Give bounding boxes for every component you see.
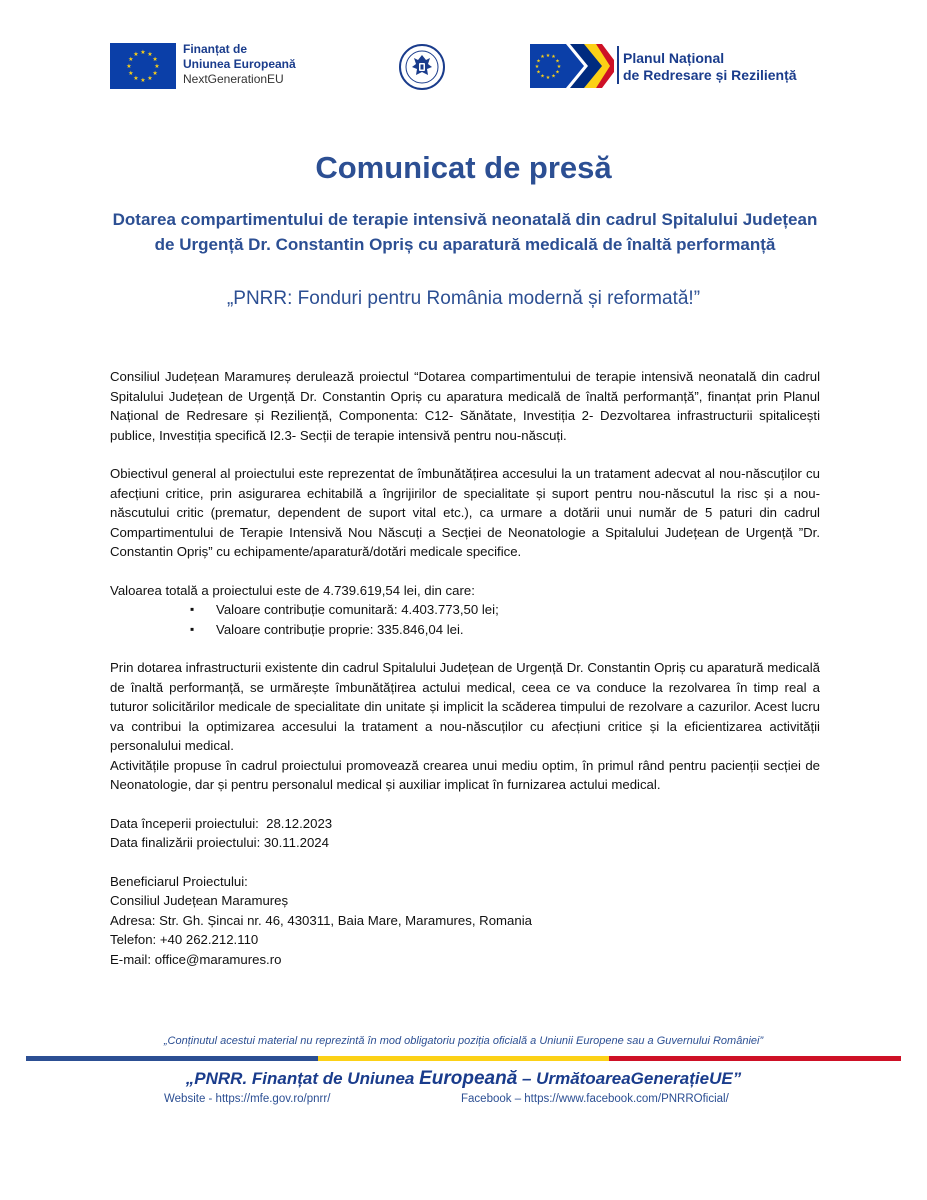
eu-label-line1: Finanțat de bbox=[183, 42, 248, 56]
svg-text:★: ★ bbox=[140, 78, 146, 85]
start-date: Data începerii proiectului: 28.12.2023 bbox=[110, 815, 333, 831]
svg-text:★: ★ bbox=[540, 54, 545, 61]
svg-text:★: ★ bbox=[534, 63, 540, 70]
beneficiary-address: Adresa: Str. Gh. Șincai nr. 46, 430311, Baia Mare, Maramures, Romania bbox=[110, 912, 532, 928]
footer-title bbox=[0, 1068, 927, 1090]
footer-disclaimer: „Conținutul acestui material nu reprezintă în mod obligatoriu poziția oficială a Uniunii Europene sau a Guvernului României” bbox=[163, 1035, 764, 1047]
paragraph-activities: Activitățile propuse în cadrul proiectului promovează crearea unui mediu optim, în primul rând pentru pacienții secției de Neonatologie, dar și pentru personalul medical și auxiliar implicat în furnizarea actului medical. bbox=[110, 757, 820, 792]
svg-text:★: ★ bbox=[536, 58, 541, 65]
footer-website-link[interactable]: Website - https://mfe.gov.ro/pnrr/ bbox=[164, 1093, 331, 1105]
svg-text:★: ★ bbox=[551, 54, 556, 61]
svg-text:★: ★ bbox=[147, 51, 153, 58]
pnrr-logo-divider bbox=[617, 46, 619, 84]
pnrr-label-line2: de Redresare și Reziliență bbox=[623, 67, 797, 83]
svg-text:★: ★ bbox=[555, 69, 560, 76]
svg-text:★: ★ bbox=[551, 73, 556, 80]
project-value: Valoarea totală a proiectului este de 4.739.619,54 lei, din care: bbox=[110, 582, 475, 598]
svg-text:★: ★ bbox=[147, 76, 153, 83]
value-breakdown-list bbox=[110, 600, 820, 639]
page-title: Comunicat de presă bbox=[315, 150, 612, 185]
list-item: ▪ Valoare contribuție proprie: 335.846,04 lei. bbox=[110, 620, 820, 640]
press-release-body bbox=[110, 367, 820, 969]
svg-text:★: ★ bbox=[133, 76, 139, 83]
slogan: „PNRR: Fonduri pentru România modernă și reformată!” bbox=[226, 288, 701, 309]
beneficiary-name: Consiliul Județean Maramureș bbox=[110, 893, 289, 908]
svg-text:★: ★ bbox=[152, 71, 158, 78]
svg-text:★: ★ bbox=[128, 71, 134, 78]
list-item: ▪ Valoare contribuție comunitară: 4.403.773,50 lei; bbox=[110, 600, 820, 620]
eu-funding-label bbox=[183, 42, 296, 87]
svg-text:★: ★ bbox=[536, 69, 541, 76]
paragraph-objective: Obiectivul general al proiectului este reprezentat de îmbunătățirea accesului la un tratament adecvat al nou-născuților cu afecțiuni critice, prin asigurarea echitabilă a îngrijirilor de specialitate și suport pentru nou-născutul la risc și a nou-născutului critic (prematur, dependent de suport vital etc.), ca urmare a dotării unui număr de 5 paturi din cadrul Compartimentului de Terapie Intensivă Nou Născuți a Secției de Neonatologie a Spitalului Județean de Urgență ”Dr. Constantin Opriș” cu echipamente/aparatură/dotări medicale specifice. bbox=[110, 466, 820, 559]
svg-text:★: ★ bbox=[154, 64, 160, 71]
footer-title-part3: – UrmătoareaGenerațieUE” bbox=[517, 1069, 742, 1088]
pnrr-logo-icon bbox=[530, 42, 614, 90]
footer-title-part1: „PNRR. Finanțat de Uniunea bbox=[185, 1069, 420, 1088]
svg-text:★: ★ bbox=[555, 58, 560, 65]
paragraph-impact: Prin dotarea infrastructurii existente din cadrul Spitalului Județean de Urgență Dr. Constantin Opriș cu aparatură medicală de înaltă performanță, se urmărește îmbunătățirea actului medical, ceea ce va conduce la rezolvarea în timp real a tuturor solicitărilor medicale de specialitate din unitate și implicit la scăderea timpului de rezolvare a cazurilor. Acest lucru va contribui la optimizarea accesului la tratament a nou-născuților cu afecțiuni critice și la eficientizarea activității personalului medical. bbox=[110, 660, 820, 753]
eu-label-line3: NextGenerationEU bbox=[183, 72, 284, 86]
svg-text:★: ★ bbox=[126, 64, 132, 71]
beneficiary-label: Beneficiarul Proiectului: bbox=[110, 873, 248, 889]
tricolor-stripe bbox=[26, 1056, 901, 1061]
svg-text:★: ★ bbox=[133, 51, 139, 58]
eu-flag-icon bbox=[110, 43, 176, 89]
end-date: Data finalizării proiectului: 30.11.2024 bbox=[110, 835, 329, 850]
svg-text:★: ★ bbox=[128, 57, 134, 64]
pnrr-label-line1: Planul Național bbox=[623, 50, 725, 66]
project-subtitle: Dotarea compartimentului de terapie intensivă neonatală din cadrul Spitalului Județean de Urgență Dr. Constantin Opriș cu aparatură medicală de înaltă performanță bbox=[112, 210, 818, 254]
footer-title-part2: Europeană bbox=[419, 1068, 518, 1089]
header-logos bbox=[0, 40, 927, 100]
svg-text:★: ★ bbox=[556, 63, 562, 70]
pnrr-label bbox=[623, 50, 797, 84]
paragraph-intro: Consiliul Județean Maramureș derulează proiectul “Dotarea compartimentului de terapie intensivă neonatală din cadrul Spitalului Județean de Urgență Dr. Constantin Opriș cu aparatura medicală de înaltă performanță”, finanțat prin Planul Național de Redresare și Reziliență, Componenta: C12- Sănătate, Investiția 2- Dezvoltarea infrastructurii spitalicești publice, Investiția specifică I2.3- Secții de terapie intensivă pentru nou-născuți. bbox=[110, 369, 820, 443]
beneficiary-email: E-mail: office@maramures.ro bbox=[110, 951, 282, 967]
eu-label-line2: Uniunea Europeană bbox=[183, 57, 296, 71]
svg-text:★: ★ bbox=[545, 74, 551, 81]
svg-text:★: ★ bbox=[545, 52, 551, 59]
svg-text:★: ★ bbox=[540, 73, 545, 80]
svg-text:★: ★ bbox=[152, 57, 158, 64]
svg-text:★: ★ bbox=[140, 50, 146, 57]
footer-facebook-link[interactable]: Facebook – https://www.facebook.com/PNRROficial/ bbox=[461, 1093, 729, 1105]
romanian-government-seal-icon bbox=[399, 44, 445, 90]
beneficiary-phone: Telefon: +40 262.212.110 bbox=[110, 932, 259, 947]
